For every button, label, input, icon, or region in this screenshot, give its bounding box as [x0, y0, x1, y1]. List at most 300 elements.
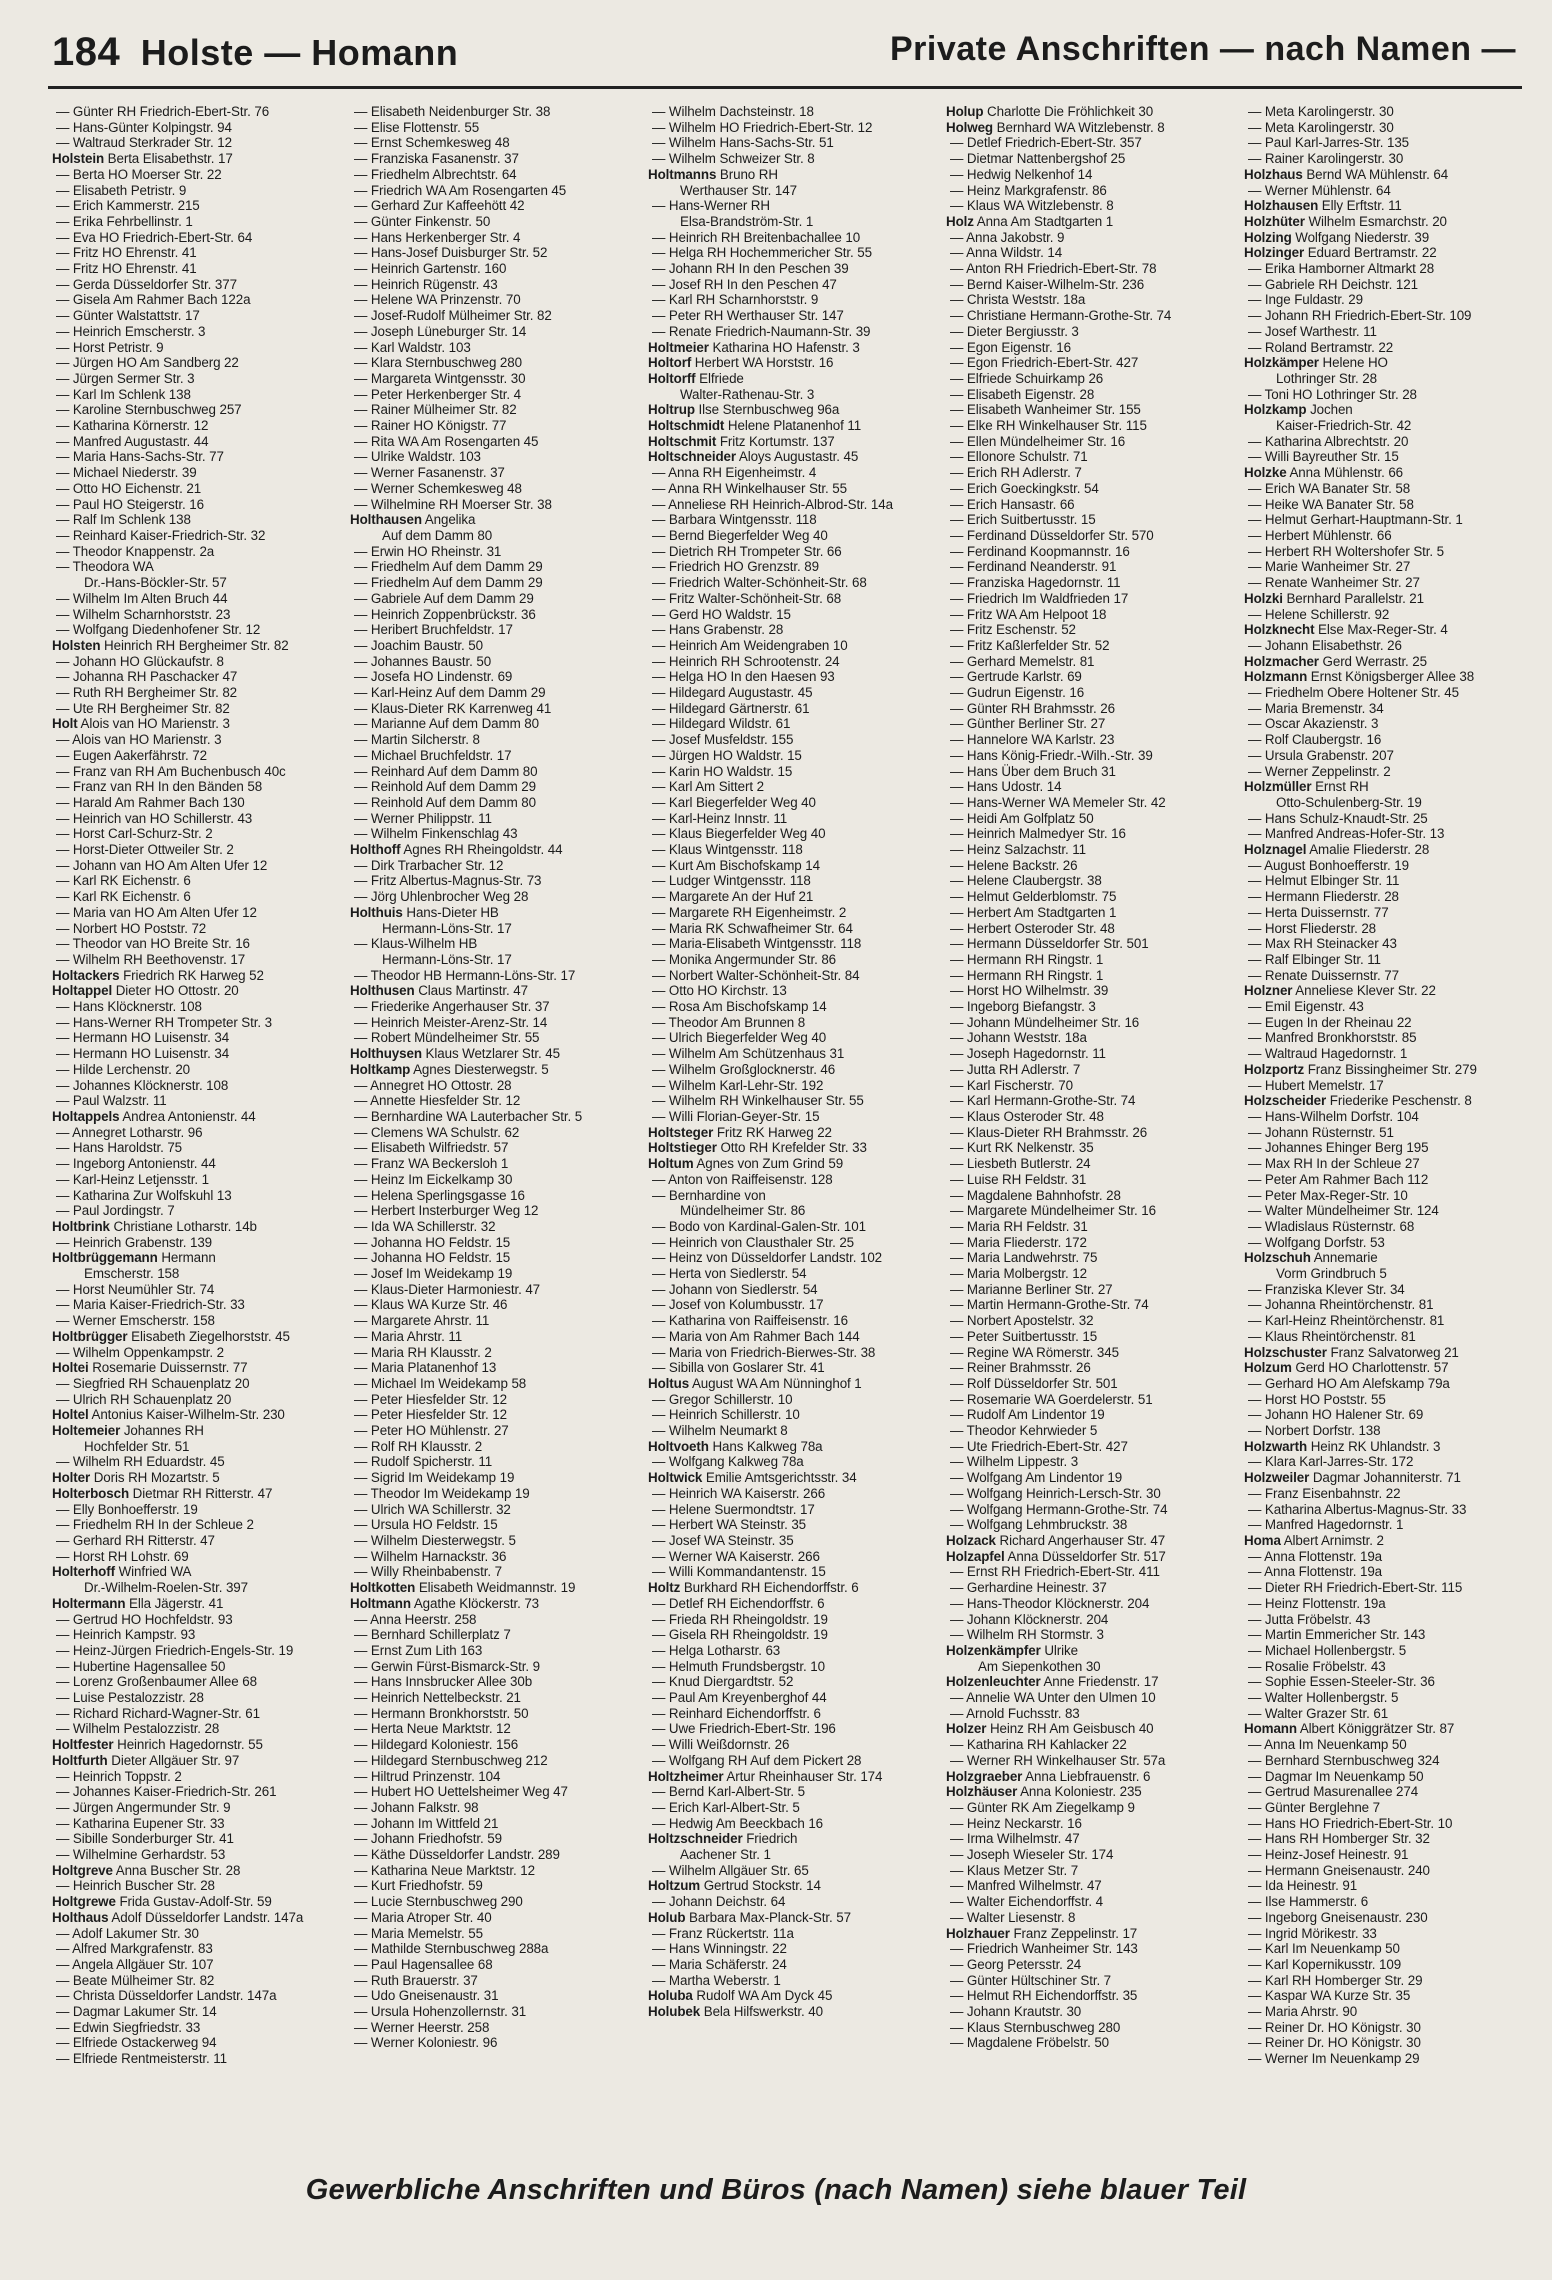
directory-entry: — Karl Waldstr. 103	[354, 339, 471, 355]
directory-entry: — Dirk Trarbacher Str. 12	[354, 857, 504, 873]
directory-entry: — Martin Emmericher Str. 143	[1248, 1627, 1426, 1643]
directory-entry: — Toni HO Lothringer Str. 28	[1248, 386, 1417, 402]
surname-heading: Holz	[946, 213, 974, 229]
directory-entry: Holzwarth Heinz RK Uhlandstr. 3	[1244, 1438, 1441, 1454]
directory-entry: — Maria RH Klausstr. 2	[354, 1344, 492, 1360]
surname-heading: Holtmann	[350, 1595, 411, 1611]
directory-entry: — Wilhelm RH Stormstr. 3	[950, 1627, 1104, 1643]
directory-entry: — Sibilla von Goslarer Str. 41	[652, 1360, 825, 1376]
directory-entry: Holtei Rosemarie Duissernstr. 77	[52, 1360, 248, 1376]
directory-entry: — Horst Neumühler Str. 74	[56, 1281, 215, 1297]
directory-entry: — Theodor HB Hermann-Löns-Str. 17	[354, 967, 576, 983]
directory-entry: — Waltraud Sterkrader Str. 12	[56, 135, 232, 151]
directory-entry: — Klaus WA Kurze Str. 46	[354, 1297, 508, 1313]
directory-entry: — Dieter Bergiusstr. 3	[950, 323, 1079, 339]
directory-entry: — Friedhelm Auf dem Damm 29	[354, 575, 543, 591]
directory-entry: — Waltraud Hagedornstr. 1	[1248, 1046, 1408, 1062]
directory-entry: — Hermann Düsseldorfer Str. 501	[950, 936, 1149, 952]
directory-entry: — Erich Karl-Albert-Str. 5	[652, 1799, 800, 1815]
directory-entry: — Heinz Im Eickelkamp 30	[354, 1171, 513, 1187]
directory-entry: Holtgreve Anna Buscher Str. 28	[52, 1862, 241, 1878]
surname-heading: Holthuysen	[350, 1046, 422, 1062]
directory-entry: — Anna Im Neuenkamp 50	[1248, 1737, 1407, 1753]
directory-entry: — Heinrich van HO Schillerstr. 43	[56, 810, 253, 826]
directory-entry: — Wolfgang Lehmbruckstr. 38	[950, 1517, 1128, 1533]
directory-entry: — Reiner Dr. HO Königstr. 30	[1248, 2019, 1421, 2035]
surname-heading: Holzmann	[1244, 669, 1308, 685]
directory-entry: — Ida WA Schillerstr. 32	[354, 1218, 496, 1234]
directory-entry: — Ulrich WA Schillerstr. 32	[354, 1501, 511, 1517]
surname-heading: Holzgraeber	[946, 1768, 1023, 1784]
directory-entry: — Elisabeth Eigenstr. 28	[950, 386, 1095, 402]
directory-entry: Holthoff Agnes RH Rheingoldstr. 44	[350, 842, 563, 858]
directory-entry: Holubek Bela Hilfswerkstr. 40	[648, 2004, 823, 2020]
directory-entry: — Wilhelm Allgäuer Str. 65	[652, 1862, 809, 1878]
directory-entry: Holtel Antonius Kaiser-Wilhelm-Str. 230	[52, 1407, 285, 1423]
directory-entry: — Wolfgang Diedenhofener Str. 12	[56, 622, 261, 638]
directory-entry: — Maria RH Feldstr. 31	[950, 1218, 1088, 1234]
directory-entry: Holtbrüggemann Hermann	[52, 1250, 216, 1266]
directory-entry: — Inge Fuldastr. 29	[1248, 292, 1363, 308]
directory-entry: — Erich WA Banater Str. 58	[1248, 480, 1411, 496]
surname-heading: Holzhauer	[946, 1925, 1010, 1941]
directory-entry: Holtappel Dieter HO Ottostr. 20	[52, 983, 239, 999]
surname-heading: Holstein	[52, 151, 105, 167]
directory-entry: — Katharina Eupener Str. 33	[56, 1815, 225, 1831]
directory-entry: — Wolfgang Heinrich-Lersch-Str. 30	[950, 1485, 1161, 1501]
directory-entry: — Hannelore WA Karlstr. 23	[950, 732, 1115, 748]
directory-entry: — Ingrid Mörikestr. 33	[1248, 1925, 1377, 1941]
directory-entry: — Heinz Salzachstr. 11	[950, 842, 1086, 858]
directory-entry: — Hilde Lerchenstr. 20	[56, 1061, 191, 1077]
directory-entry: — Josefa HO Lindenstr. 69	[354, 669, 513, 685]
directory-entry: — Wilhelm Schweizer Str. 8	[652, 151, 815, 167]
directory-entry: — Anton RH Friedrich-Ebert-Str. 78	[950, 261, 1157, 277]
directory-entry: — Wilhelm Hans-Sachs-Str. 51	[652, 135, 834, 151]
directory-entry: Holtkotten Elisabeth Weidmannstr. 19	[350, 1580, 576, 1596]
surname-heading: Holtvoeth	[648, 1438, 709, 1454]
directory-entry: — Karl Kopernikusstr. 109	[1248, 1956, 1402, 1972]
directory-entry: — Theodor Im Weidekamp 19	[354, 1485, 530, 1501]
directory-entry: — Karl-Heinz Auf dem Damm 29	[354, 685, 546, 701]
directory-entry: — Luise RH Feldstr. 31	[950, 1171, 1087, 1187]
directory-entry: Holub Barbara Max-Planck-Str. 57	[648, 1909, 851, 1925]
header-rule	[48, 86, 1522, 89]
directory-entry: — Hans König-Friedr.-Wilh.-Str. 39	[950, 747, 1153, 763]
directory-entry: — Walter Eichendorffstr. 4	[950, 1894, 1103, 1910]
directory-entry: Holtbrügger Elisabeth Ziegelhorststr. 45	[52, 1328, 290, 1344]
directory-entry: — Erwin HO Rheinstr. 31	[354, 543, 502, 559]
directory-entry: — Reinhard Eichendorffstr. 6	[652, 1705, 821, 1721]
directory-entry: — Alfred Markgrafenstr. 83	[56, 1941, 213, 1957]
surname-heading: Holzknecht	[1244, 622, 1315, 638]
directory-entry: — Günter RH Brahmsstr. 26	[950, 700, 1115, 716]
surname-heading: Holtmanns	[648, 166, 717, 182]
directory-entry: Holtackers Friedrich RK Harweg 52	[52, 967, 264, 983]
directory-entry: — Lorenz Großenbaumer Allee 68	[56, 1674, 257, 1690]
directory-entry: — Maria Fliederstr. 172	[950, 1234, 1087, 1250]
directory-entry: — Werner Heerstr. 258	[354, 2019, 490, 2035]
directory-entry: — Annegret HO Ottostr. 28	[354, 1077, 512, 1093]
directory-entry: — Hermann RH Ringstr. 1	[950, 967, 1104, 983]
directory-entry: — Heribert Bruchfeldstr. 17	[354, 622, 513, 638]
directory-entry: — Max RH Steinacker 43	[1248, 936, 1397, 952]
directory-entry: Hochfelder Str. 51	[84, 1438, 190, 1454]
directory-entry: — Walter Grazer Str. 61	[1248, 1705, 1389, 1721]
directory-entry: — Hans Schulz-Knaudt-Str. 25	[1248, 810, 1428, 826]
directory-entry: — Rolf RH Klausstr. 2	[354, 1438, 483, 1454]
directory-entry: — Rosa Am Bischofskamp 14	[652, 999, 827, 1015]
directory-entry: — Richard Richard-Wagner-Str. 61	[56, 1705, 260, 1721]
directory-entry: — Fritz HO Ehrenstr. 41	[56, 261, 197, 277]
directory-entry: Holtbrink Christiane Lotharstr. 14b	[52, 1218, 257, 1234]
surname-heading: Holtschmidt	[648, 418, 725, 434]
listing-column-5	[1244, 104, 1532, 2140]
directory-entry: — Erich Kammerstr. 215	[56, 198, 200, 214]
directory-entry: Holzmüller Ernst RH	[1244, 779, 1369, 795]
directory-entry: Holzkämper Helene HO	[1244, 355, 1388, 371]
directory-entry: — Margarete RH Eigenheimstr. 2	[652, 904, 847, 920]
directory-entry: — Annelie WA Unter den Ulmen 10	[950, 1690, 1156, 1706]
directory-entry: Holzapfel Anna Düsseldorfer Str. 517	[946, 1548, 1166, 1564]
directory-entry: — Johannes Kaiser-Friedrich-Str. 261	[56, 1784, 277, 1800]
surname-heading: Holthaus	[52, 1909, 109, 1925]
directory-entry: — Jürgen HO Am Sandberg 22	[56, 355, 239, 371]
directory-entry: — Rudolf Am Lindentor 19	[950, 1407, 1105, 1423]
surname-heading: Holweg	[946, 119, 994, 135]
directory-entry: — Gertrud HO Hochfeldstr. 93	[56, 1611, 233, 1627]
directory-entry: — Klaus Metzer Str. 7	[950, 1862, 1079, 1878]
listing-column-1	[52, 104, 340, 2140]
directory-entry: — Herbert Insterburger Weg 12	[354, 1203, 539, 1219]
directory-entry: — Heinrich Schillerstr. 10	[652, 1407, 800, 1423]
directory-entry: — Johann Mündelheimer Str. 16	[950, 1014, 1140, 1030]
directory-entry: Holtum Agnes von Zum Grind 59	[648, 1156, 844, 1172]
directory-entry: Holtschmit Fritz Kortumstr. 137	[648, 433, 835, 449]
directory-entry: — Michael Niederstr. 39	[56, 465, 197, 481]
directory-entry: — Arnold Fuchsstr. 83	[950, 1705, 1080, 1721]
directory-entry: — Klara Sternbuschweg 280	[354, 355, 522, 371]
surname-heading: Holzack	[946, 1532, 996, 1548]
directory-entry: — Günther Berliner Str. 27	[950, 716, 1106, 732]
directory-entry: — Johann von Siedlerstr. 54	[652, 1281, 818, 1297]
surname-heading: Holtorff	[648, 370, 696, 386]
directory-entry: — Marie Wanheimer Str. 27	[1248, 559, 1411, 575]
directory-entry: — Hans Udostr. 14	[950, 779, 1062, 795]
directory-entry: — Werner Zeppelinstr. 2	[1248, 763, 1391, 779]
directory-entry: — Herta Neue Marktstr. 12	[354, 1721, 511, 1737]
directory-entry: — Norbert HO Poststr. 72	[56, 920, 207, 936]
directory-entry: Holzknecht Else Max-Reger-Str. 4	[1244, 622, 1448, 638]
directory-entry: — Helga HO In den Haesen 93	[652, 669, 835, 685]
directory-entry: Holzner Anneliese Klever Str. 22	[1244, 983, 1436, 999]
surname-heading: Holzmüller	[1244, 779, 1312, 795]
directory-entry: — Ralf Im Schlenk 138	[56, 512, 191, 528]
directory-entry: — Peter Hiesfelder Str. 12	[354, 1407, 507, 1423]
surname-heading: Holzweiler	[1244, 1470, 1310, 1486]
directory-entry: — Maria Landwehrstr. 75	[950, 1250, 1098, 1266]
surname-heading: Holzenleuchter	[946, 1674, 1041, 1690]
directory-entry: — Marianne Berliner Str. 27	[950, 1281, 1113, 1297]
directory-entry: Holtvoeth Hans Kalkweg 78a	[648, 1438, 823, 1454]
directory-entry: — Jürgen Sermer Str. 3	[56, 370, 195, 386]
directory-entry: — Hermann HO Luisenstr. 34	[56, 1030, 230, 1046]
directory-entry: — Norbert Apostelstr. 32	[950, 1313, 1094, 1329]
directory-entry: — Karoline Sternbuschweg 257	[56, 402, 242, 418]
directory-entry: — Eugen Aakerfährstr. 72	[56, 747, 207, 763]
directory-entry: — Günter Berglehne 7	[1248, 1799, 1380, 1815]
directory-entry: — Johanna HO Feldstr. 15	[354, 1250, 511, 1266]
directory-entry: — Franz van RH Am Buchenbusch 40c	[56, 763, 286, 779]
directory-entry: — Hildegard Sternbuschweg 212	[354, 1752, 548, 1768]
directory-entry: — Klaus-Dieter Harmoniestr. 47	[354, 1281, 541, 1297]
directory-entry: — Helene WA Prinzenstr. 70	[354, 292, 521, 308]
directory-entry: — Franz Eisenbahnstr. 22	[1248, 1485, 1401, 1501]
directory-entry: Holthusen Claus Martinstr. 47	[350, 983, 528, 999]
directory-entry: — Manfred Wilhelmstr. 47	[950, 1878, 1102, 1894]
directory-entry: — Ursula Grabenstr. 207	[1248, 747, 1394, 763]
directory-entry: — Georg Petersstr. 24	[950, 1956, 1082, 1972]
directory-entry: — Hiltrud Prinzenstr. 104	[354, 1768, 501, 1784]
surname-heading: Holtorf	[648, 355, 692, 371]
directory-entry: — Gisela RH Rheingoldstr. 19	[652, 1627, 828, 1643]
directory-entry: Holznagel Amalie Fliederstr. 28	[1244, 842, 1430, 858]
directory-entry: — Erich Suitbertusstr. 15	[950, 512, 1096, 528]
directory-entry: — Johannes Klöcknerstr. 108	[56, 1077, 229, 1093]
directory-entry: — Wilhelm Karl-Lehr-Str. 192	[652, 1077, 824, 1093]
directory-entry: — Elly Bonhoefferstr. 19	[56, 1501, 198, 1517]
directory-entry: — Edwin Siegfriedstr. 33	[56, 2019, 201, 2035]
directory-entry: — Günter Hültschiner Str. 7	[950, 1972, 1112, 1988]
directory-entry: Holzmacher Gerd Werrastr. 25	[1244, 653, 1427, 669]
directory-entry: Holtsteger Fritz RK Harweg 22	[648, 1124, 832, 1140]
directory-entry: — Erich RH Adlerstr. 7	[950, 465, 1082, 481]
surname-heading: Holtbrüggemann	[52, 1250, 158, 1266]
directory-entry: — Klaus-Wilhelm HB	[354, 936, 478, 952]
directory-entry: — Herta von Siedlerstr. 54	[652, 1266, 807, 1282]
directory-entry: — Elisabeth Wanheimer Str. 155	[950, 402, 1141, 418]
directory-entry: — Helmuth Frundsbergstr. 10	[652, 1658, 825, 1674]
directory-entry: Dr.-Wilhelm-Roelen-Str. 397	[84, 1580, 248, 1596]
directory-entry: — Uwe Friedrich-Ebert-Str. 196	[652, 1721, 836, 1737]
directory-entry: — Gerhard HO Am Alefskamp 79a	[1248, 1375, 1450, 1391]
directory-entry: — Johann Rüsternstr. 51	[1248, 1124, 1394, 1140]
directory-entry: Auf dem Damm 80	[382, 527, 493, 543]
directory-entry: — Hans-Werner RH Trompeter Str. 3	[56, 1014, 272, 1030]
directory-entry: — Friederike Angerhauser Str. 37	[354, 999, 550, 1015]
directory-entry: Holtzheimer Artur Rheinhauser Str. 174	[648, 1768, 883, 1784]
directory-entry: — Ulrike Waldstr. 103	[354, 449, 481, 465]
directory-entry: Holtschmidt Helene Platanenhof 11	[648, 418, 862, 434]
directory-entry: — Rosalie Fröbelstr. 43	[1248, 1658, 1386, 1674]
directory-entry: — Maria Memelstr. 55	[354, 1925, 483, 1941]
directory-entry: Holzkamp Jochen	[1244, 402, 1353, 418]
directory-entry: — Manfred Andreas-Hofer-Str. 13	[1248, 826, 1445, 842]
directory-entry: — Jürgen Angermunder Str. 9	[56, 1799, 231, 1815]
directory-entry: — Wolfgang Kalkweg 78a	[652, 1454, 804, 1470]
directory-entry: — Friedrich Walter-Schönheit-Str. 68	[652, 575, 867, 591]
directory-entry: — Ulrich Biegerfelder Weg 40	[652, 1030, 827, 1046]
surname-heading: Holterhoff	[52, 1564, 115, 1580]
directory-entry: — Maria Molbergstr. 12	[950, 1266, 1087, 1282]
surname-heading: Holtstieger	[648, 1140, 717, 1156]
directory-entry: — Willy Rheinbabenstr. 7	[354, 1564, 502, 1580]
surname-heading: Holterbosch	[52, 1485, 130, 1501]
surname-heading: Holtus	[648, 1375, 690, 1391]
directory-entry: Holthausen Angelika	[350, 512, 476, 528]
directory-entry: — Heinrich Buscher Str. 28	[56, 1878, 215, 1894]
directory-entry: — Bernhardine von	[652, 1187, 766, 1203]
directory-entry: — Ulrich RH Schauenplatz 20	[56, 1391, 232, 1407]
surname-heading: Holtzheimer	[648, 1768, 724, 1784]
directory-entry: — Josef Im Weidekamp 19	[354, 1266, 513, 1282]
directory-entry: — Regine WA Römerstr. 345	[950, 1344, 1119, 1360]
directory-entry: — Hedwig Nelkenhof 14	[950, 166, 1093, 182]
directory-entry: — Rainer HO Königstr. 77	[354, 418, 507, 434]
surname-heading: Homa	[1244, 1532, 1281, 1548]
directory-entry: — Eugen In der Rheinau 22	[1248, 1014, 1412, 1030]
directory-entry: — Josef Musfeldstr. 155	[652, 732, 794, 748]
directory-entry: — Ursula Hohenzollernstr. 31	[354, 2004, 527, 2020]
directory-entry: — Hedwig Am Beeckbach 16	[652, 1815, 824, 1831]
surname-heading: Holsten	[52, 637, 101, 653]
directory-entry: — Magdalene Fröbelstr. 50	[950, 2035, 1110, 2051]
directory-entry: — Reinhard Kaiser-Friedrich-Str. 32	[56, 527, 266, 543]
directory-entry: — Johanna RH Paschacker 47	[56, 669, 238, 685]
directory-entry: — Gabriele Auf dem Damm 29	[354, 590, 534, 606]
directory-entry: — Ferdinand Düsseldorfer Str. 570	[950, 527, 1154, 543]
directory-entry: — Karl RH Scharnhorststr. 9	[652, 292, 819, 308]
directory-entry: — Anneliese RH Heinrich-Albrod-Str. 14a	[652, 496, 893, 512]
surname-heading: Holzhüter	[1244, 213, 1305, 229]
directory-entry: Vorm Grindbruch 5	[1276, 1266, 1387, 1282]
directory-entry: — Wilhelm Großglocknerstr. 46	[652, 1061, 836, 1077]
directory-entry: — Franz WA Beckersloh 1	[354, 1156, 509, 1172]
directory-entry: — Wilhelm Neumarkt 8	[652, 1423, 788, 1439]
directory-entry: Emscherstr. 158	[84, 1266, 180, 1282]
directory-entry: — Reiner Dr. HO Königstr. 30	[1248, 2035, 1421, 2051]
directory-entry: — Josef von Kolumbusstr. 17	[652, 1297, 824, 1313]
directory-entry: — Willi Kommandantenstr. 15	[652, 1564, 826, 1580]
surname-heading: Holzschuh	[1244, 1250, 1311, 1266]
directory-entry: — Heinrich Meister-Arenz-Str. 14	[354, 1014, 548, 1030]
directory-entry: — Udo Gneisenaustr. 31	[354, 1988, 499, 2004]
directory-entry: — Hubertine Hagensallee 50	[56, 1658, 226, 1674]
surname-heading: Homann	[1244, 1721, 1297, 1737]
directory-entry: — Rolf Düsseldorfer Str. 501	[950, 1375, 1118, 1391]
directory-entry: — Hans RH Homberger Str. 32	[1248, 1831, 1430, 1847]
directory-entry: — Maria van HO Am Alten Ufer 12	[56, 904, 257, 920]
directory-entry: — Walter Mündelheimer Str. 124	[1248, 1203, 1439, 1219]
directory-entry: Holtz Burkhard RH Eichendorffstr. 6	[648, 1580, 859, 1596]
directory-entry: — Ute RH Bergheimer Str. 82	[56, 700, 230, 716]
directory-entry: — Gabriele RH Deichstr. 121	[1248, 276, 1418, 292]
surname-heading: Holzhausen	[1244, 198, 1319, 214]
directory-entry: — Hildegard Wildstr. 61	[652, 716, 791, 732]
directory-entry: — Helene Backstr. 26	[950, 857, 1078, 873]
directory-entry: — Maria RK Schwafheimer Str. 64	[652, 920, 853, 936]
directory-entry: — Knud Diergardtstr. 52	[652, 1674, 794, 1690]
surname-heading: Holzke	[1244, 465, 1287, 481]
directory-entry: — Heinrich Rügenstr. 43	[354, 276, 498, 292]
directory-entry: Holzenkämpfer Ulrike	[946, 1642, 1078, 1658]
directory-entry: — Horst HO Poststr. 55	[1248, 1391, 1386, 1407]
directory-entry: — Katharina Zur Wolfskuhl 13	[56, 1187, 232, 1203]
directory-entry: Holtmann Agathe Klöckerstr. 73	[350, 1595, 540, 1611]
directory-entry: Holzhaus Bernd WA Mühlenstr. 64	[1244, 166, 1449, 182]
section-title: Private Anschriften — nach Namen —	[889, 30, 1516, 68]
directory-entry: — Michael Bruchfeldstr. 17	[354, 747, 512, 763]
surname-heading: Holtwick	[648, 1470, 703, 1486]
directory-entry: — Hans-Josef Duisburger Str. 52	[354, 245, 548, 261]
directory-entry: — Franziska Klever Str. 34	[1248, 1281, 1405, 1297]
directory-entry: — Hans Grabenstr. 28	[652, 622, 784, 638]
directory-entry: — Paul Karl-Jarres-Str. 135	[1248, 135, 1410, 151]
directory-entry: Holzing Wolfgang Niederstr. 39	[1244, 229, 1430, 245]
surname-heading: Holzing	[1244, 229, 1292, 245]
directory-entry: — Werner RH Winkelhauser Str. 57a	[950, 1752, 1166, 1768]
directory-entry: — Christa Weststr. 18a	[950, 292, 1086, 308]
page-header-left	[52, 30, 458, 75]
directory-entry: — Reinhard Auf dem Damm 80	[354, 763, 538, 779]
directory-entry: — Heinz-Jürgen Friedrich-Engels-Str. 19	[56, 1642, 294, 1658]
directory-entry: — Johann RH Friedrich-Ebert-Str. 109	[1248, 308, 1472, 324]
directory-entry: Elsa-Brandström-Str. 1	[680, 213, 814, 229]
directory-entry: — Heinrich Malmedyer Str. 16	[950, 826, 1126, 842]
directory-entry: — Renate Wanheimer Str. 27	[1248, 575, 1420, 591]
surname-heading: Holzkamp	[1244, 402, 1307, 418]
directory-entry: — Katharina RH Kahlacker 22	[950, 1737, 1127, 1753]
directory-entry: — Heinrich Emscherstr. 3	[56, 323, 206, 339]
directory-entry: — Sophie Essen-Steeler-Str. 36	[1248, 1674, 1435, 1690]
surname-heading: Holzner	[1244, 983, 1293, 999]
directory-entry: — Gertrud Masurenallee 274	[1248, 1784, 1419, 1800]
surname-heading: Holzwarth	[1244, 1438, 1308, 1454]
directory-entry: — Hubert Memelstr. 17	[1248, 1077, 1384, 1093]
directory-entry: Holz Anna Am Stadtgarten 1	[946, 213, 1114, 229]
directory-entry: — Bernd Karl-Albert-Str. 5	[652, 1784, 805, 1800]
directory-entry: Homa Albert Arnimstr. 2	[1244, 1532, 1384, 1548]
directory-entry: — Manfred Augustastr. 44	[56, 433, 209, 449]
directory-entry: Holzschuster Franz Salvatorweg 21	[1244, 1344, 1459, 1360]
directory-entry: — Rainer Mülheimer Str. 82	[354, 402, 517, 418]
directory-entry: — Karl-Heinz Letjensstr. 1	[56, 1171, 209, 1187]
directory-entry: — Friedrich Wanheimer Str. 143	[950, 1941, 1138, 1957]
directory-entry: Holtrup Ilse Sternbuschweg 96a	[648, 402, 840, 418]
directory-entry: Holthuis Hans-Dieter HB	[350, 904, 499, 920]
directory-entry: — Klaus-Dieter RH Brahmsstr. 26	[950, 1124, 1148, 1140]
directory-entry: — Monika Angermunder Str. 86	[652, 951, 837, 967]
directory-entry: — Norbert Dorfstr. 138	[1248, 1423, 1381, 1439]
directory-entry: — Irma Wilhelmstr. 47	[950, 1831, 1080, 1847]
directory-entry: — Annette Hiesfelder Str. 12	[354, 1093, 521, 1109]
directory-entry: — Anna Jakobstr. 9	[950, 229, 1065, 245]
surname-heading: Holzscheider	[1244, 1093, 1327, 1109]
footer-note: Gewerbliche Anschriften und Büros (nach Namen) siehe blauer Teil	[305, 2174, 1247, 2206]
directory-entry: — Hildegard Koloniestr. 156	[354, 1737, 519, 1753]
surname-heading: Holtrup	[648, 402, 695, 418]
directory-entry: Holup Charlotte Die Fröhlichkeit 30	[946, 104, 1154, 119]
directory-entry: — Hans-Theodor Klöcknerstr. 204	[950, 1595, 1150, 1611]
directory-entry: — Käthe Düsseldorfer Landstr. 289	[354, 1847, 560, 1863]
directory-entry: Holter Doris RH Mozartstr. 5	[52, 1470, 220, 1486]
directory-entry: — Elfriede Schuirkamp 26	[950, 370, 1104, 386]
directory-entry: — Martha Weberstr. 1	[652, 1972, 781, 1988]
directory-entry: — Friedhelm Auf dem Damm 29	[354, 559, 543, 575]
directory-entry: — Martin Hermann-Grothe-Str. 74	[950, 1297, 1149, 1313]
directory-entry: Holzportz Franz Bissingheimer Str. 279	[1244, 1061, 1477, 1077]
directory-entry: — Klaus-Dieter RK Karrenweg 41	[354, 700, 552, 716]
